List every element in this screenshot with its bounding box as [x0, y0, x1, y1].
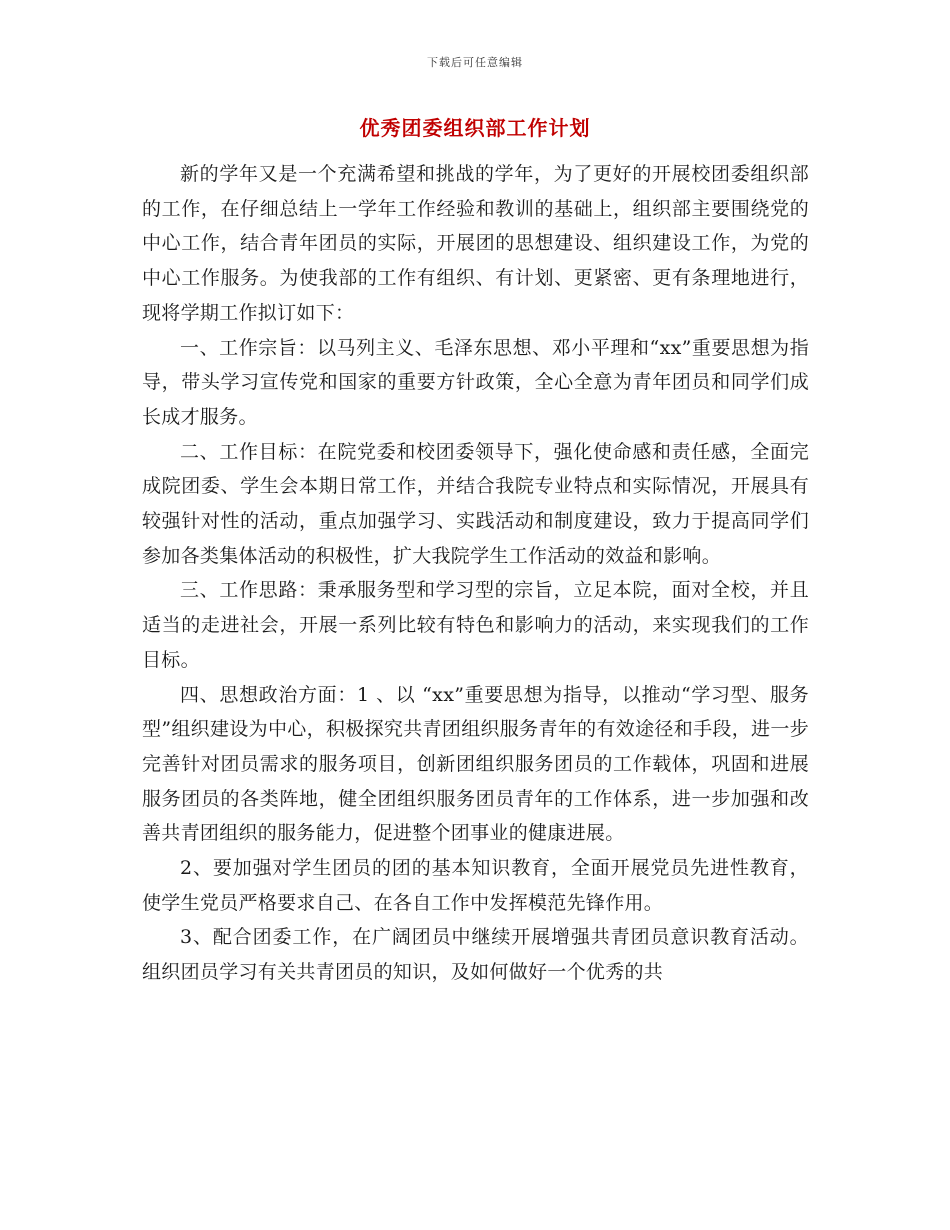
paragraph-item-2: 2、要加强对学生团员的团的基本知识教育，全面开展党员先进性教育，使学生党员严格要求自己、在各自工作中发挥模范先锋作用。	[142, 857, 809, 914]
paragraph-ideological-political: 四、思想政治方面：1 、以 “xx”重要思想为指导，以推动“学习型、服务型”组织建设为中心，积极探究共青团组织服务青年的有效途径和手段，进一步完善针对团员需求的服务项目，创新团组织服务团员的工作载体，巩固和进展服务团员的各类阵地，健全团组织服务团员青年的工作体系，进一步加强和改善共青团组织的服务能力，促进整个团事业的健康进展。	[142, 683, 809, 845]
intro-paragraph: 新的学年又是一个充满希望和挑战的学年，为了更好的开展校团委组织部的工作，在仔细总结上一学年工作经验和教训的基础上，组织部主要围绕党的中心工作，结合青年团员的实际，开展团的思想建设、组织建设工作，为党的中心工作服务。为使我部的工作有组织、有计划、更紧密、更有条理地进行，现将学期工作拟订如下：	[142, 163, 809, 324]
paragraph-work-approach: 三、工作思路：秉承服务型和学习型的宗旨，立足本院，面对全校，并且适当的走进社会，开展一系列比较有特色和影响力的活动，来实现我们的工作目标。	[142, 579, 809, 671]
paragraph-work-purpose: 一、工作宗旨：以马列主义、毛泽东思想、邓小平理和“xx”重要思想为指导，带头学习宣传党和国家的重要方针政策，全心全意为青年团员和同学们成长成才服务。	[142, 336, 809, 428]
header-note: 下载后可任意编辑	[427, 56, 523, 69]
paragraph-work-goals: 二、工作目标：在院党委和校团委领导下，强化使命感和责任感，全面完成院团委、学生会本期日常工作，并结合我院专业特点和实际情况，开展具有较强针对性的活动，重点加强学习、实践活动和制度建设，致力于提高同学们参加各类集体活动的积极性，扩大我院学生工作活动的效益和影响。	[142, 440, 809, 567]
document-title: 优秀团委组织部工作计划	[359, 116, 591, 140]
paragraph-item-3: 3、配合团委工作，在广阔团员中继续开展增强共青团员意识教育活动。组织团员学习有关共青团员的知识，及如何做好一个优秀的共	[142, 926, 809, 984]
document-body	[142, 157, 809, 990]
